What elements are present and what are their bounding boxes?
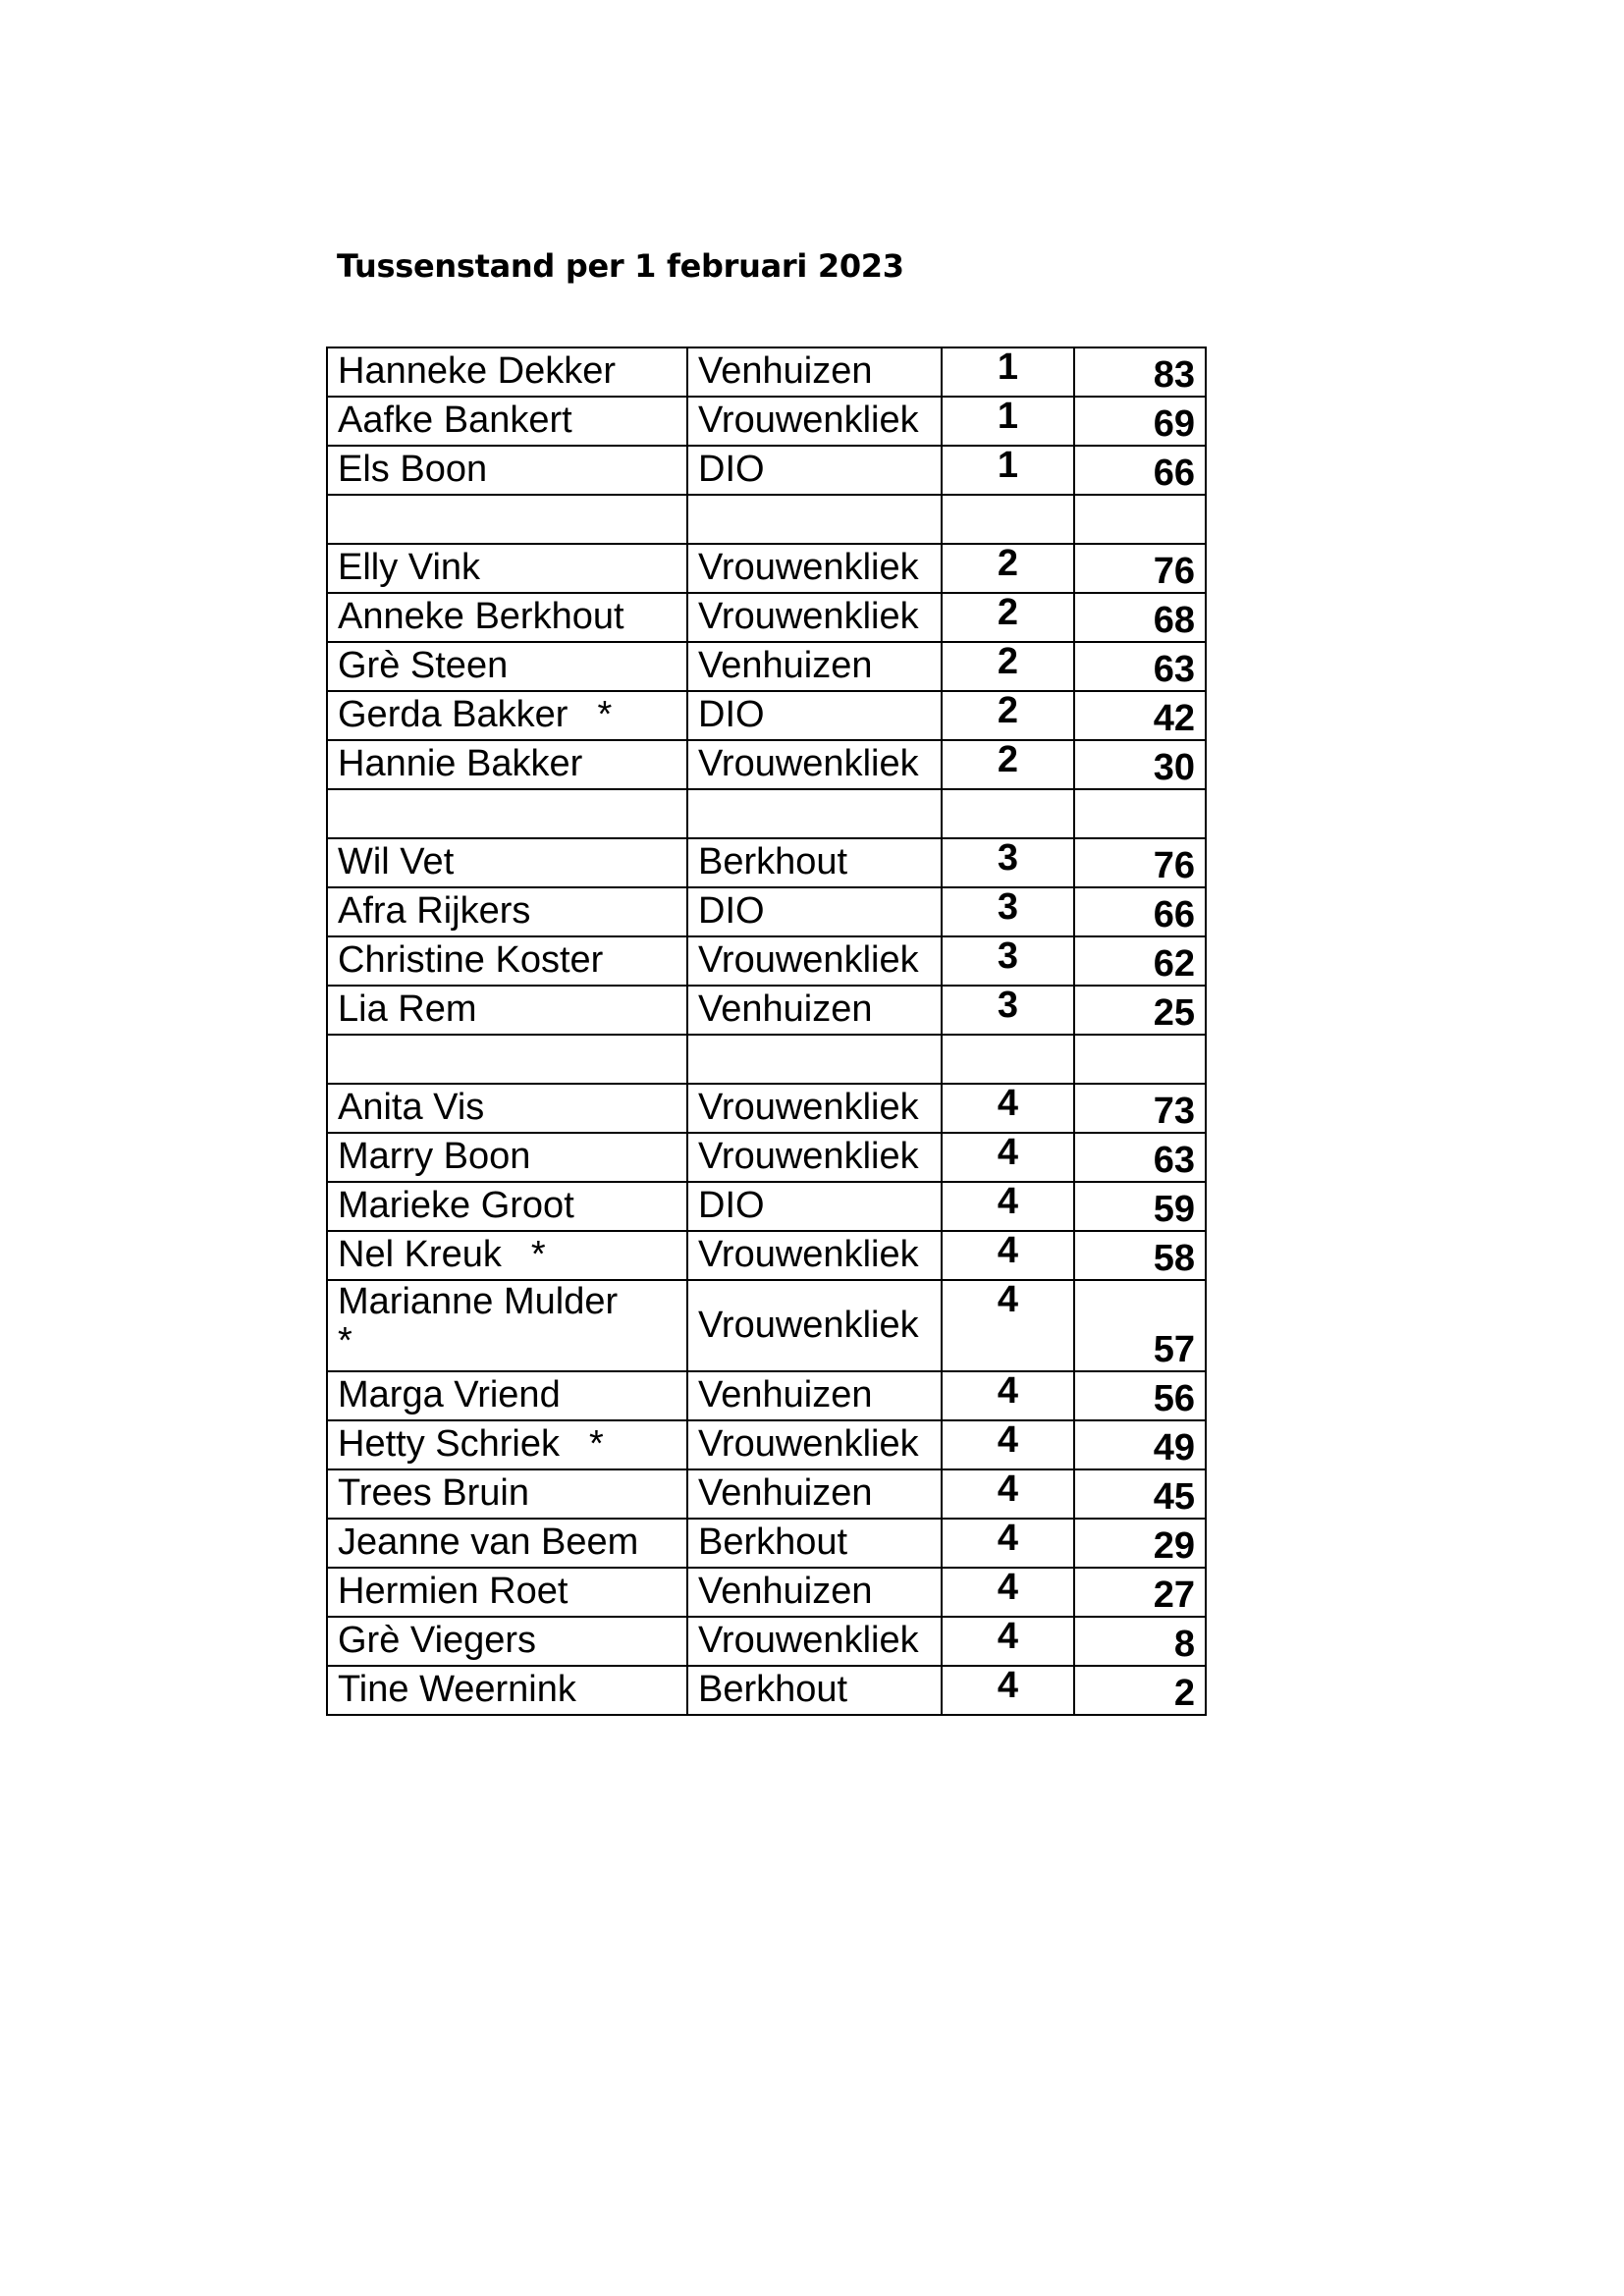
group-cell: 1 — [942, 347, 1074, 397]
player-name: Marieke Groot — [338, 1185, 574, 1227]
asterisk-mark — [536, 1620, 566, 1661]
player-name-cell — [327, 1035, 687, 1084]
club-cell: Berkhout — [687, 1519, 942, 1568]
asterisk-mark — [508, 645, 537, 686]
group-cell — [942, 1035, 1074, 1084]
group-cell: 2 — [942, 740, 1074, 789]
asterisk-mark — [530, 1136, 560, 1177]
page-title: Tussenstand per 1 februari 2023 — [337, 247, 904, 285]
club-cell: Vrouwenkliek — [687, 397, 942, 446]
points-cell: 56 — [1074, 1371, 1206, 1420]
group-cell: 4 — [942, 1231, 1074, 1280]
table-row — [327, 593, 1206, 642]
player-name-cell — [327, 397, 687, 446]
player-name: Jeanne van Beem — [338, 1522, 639, 1564]
table-row — [327, 1469, 1206, 1519]
group-cell: 2 — [942, 544, 1074, 593]
points-cell: 57 — [1074, 1280, 1206, 1371]
player-name: Hetty Schriek — [338, 1423, 560, 1466]
table-row — [327, 986, 1206, 1035]
player-name: Lia Rem — [338, 988, 477, 1031]
asterisk-mark: * — [530, 1234, 546, 1276]
player-name-cell — [327, 1519, 687, 1568]
asterisk-mark — [603, 939, 632, 981]
asterisk-mark — [561, 1374, 590, 1415]
club-cell: Venhuizen — [687, 642, 942, 691]
asterisk-mark — [338, 792, 367, 833]
points-cell — [1074, 495, 1206, 544]
club-cell: Vrouwenkliek — [687, 1420, 942, 1469]
group-cell: 4 — [942, 1280, 1074, 1371]
table-row — [327, 1420, 1206, 1469]
player-name-cell — [327, 740, 687, 789]
points-cell: 69 — [1074, 397, 1206, 446]
group-cell: 4 — [942, 1519, 1074, 1568]
player-name-cell — [327, 936, 687, 986]
player-name: Hermien Roet — [338, 1571, 568, 1613]
table-row — [327, 446, 1206, 495]
points-cell: 68 — [1074, 593, 1206, 642]
player-name-cell — [327, 1469, 687, 1519]
player-name: Grè Viegers — [338, 1620, 537, 1662]
table-row — [327, 1133, 1206, 1182]
player-name: Marry Boon — [338, 1136, 531, 1178]
group-cell: 4 — [942, 1420, 1074, 1469]
player-name-cell — [327, 1568, 687, 1617]
table-row — [327, 1280, 1206, 1371]
club-cell — [687, 789, 942, 838]
table-row — [327, 691, 1206, 740]
player-name-cell — [327, 446, 687, 495]
table-row — [327, 936, 1206, 986]
club-cell: Berkhout — [687, 1666, 942, 1715]
table-row — [327, 1519, 1206, 1568]
player-name: Tine Weernink — [338, 1669, 576, 1711]
club-cell: DIO — [687, 691, 942, 740]
club-cell: Vrouwenkliek — [687, 1231, 942, 1280]
player-name-cell — [327, 986, 687, 1035]
player-name: Elly Vink — [338, 547, 481, 589]
player-name: Anita Vis — [338, 1087, 485, 1129]
player-name: Nel Kreuk — [338, 1234, 502, 1276]
points-cell: 42 — [1074, 691, 1206, 740]
club-cell: DIO — [687, 887, 942, 936]
asterisk-mark — [529, 1472, 559, 1514]
club-cell: DIO — [687, 446, 942, 495]
table-row — [327, 642, 1206, 691]
player-name-cell — [327, 642, 687, 691]
group-cell: 3 — [942, 936, 1074, 986]
group-cell: 3 — [942, 838, 1074, 887]
player-name: Anneke Berkhout — [338, 596, 624, 638]
player-name-cell — [327, 347, 687, 397]
club-cell: Venhuizen — [687, 1568, 942, 1617]
player-name: Aafke Bankert — [338, 400, 572, 442]
standings-table — [326, 347, 1207, 1716]
club-cell: Vrouwenkliek — [687, 1133, 942, 1182]
asterisk-mark — [574, 1185, 604, 1226]
player-name: Afra Rijkers — [338, 890, 531, 933]
points-cell: 63 — [1074, 1133, 1206, 1182]
player-name: Wil Vet — [338, 841, 455, 883]
asterisk-mark — [484, 1087, 514, 1128]
table-row — [327, 1568, 1206, 1617]
player-name: Els Boon — [338, 449, 488, 491]
player-name-cell — [327, 495, 687, 544]
club-cell: Venhuizen — [687, 986, 942, 1035]
player-name-cell — [327, 593, 687, 642]
asterisk-mark — [530, 890, 560, 932]
asterisk-mark — [338, 498, 367, 539]
player-name: Christine Koster — [338, 939, 604, 982]
points-cell: 45 — [1074, 1469, 1206, 1519]
group-cell: 4 — [942, 1133, 1074, 1182]
player-name-cell — [327, 1084, 687, 1133]
player-name-cell — [327, 1182, 687, 1231]
asterisk-mark: * — [588, 1423, 604, 1466]
club-cell — [687, 1035, 942, 1084]
group-cell — [942, 789, 1074, 838]
player-name: Gerda Bakker — [338, 694, 568, 736]
group-cell — [942, 495, 1074, 544]
table-row — [327, 397, 1206, 446]
points-cell: 66 — [1074, 887, 1206, 936]
group-cell: 1 — [942, 397, 1074, 446]
points-cell: 2 — [1074, 1666, 1206, 1715]
group-cell: 4 — [942, 1469, 1074, 1519]
player-name-cell — [327, 544, 687, 593]
table-row — [327, 1084, 1206, 1133]
points-cell: 63 — [1074, 642, 1206, 691]
club-cell: Vrouwenkliek — [687, 544, 942, 593]
group-cell: 4 — [942, 1568, 1074, 1617]
group-cell: 3 — [942, 986, 1074, 1035]
group-cell: 2 — [942, 691, 1074, 740]
points-cell: 58 — [1074, 1231, 1206, 1280]
table-row — [327, 1231, 1206, 1280]
table-row-spacer — [327, 495, 1206, 544]
group-cell: 4 — [942, 1371, 1074, 1420]
player-name-cell — [327, 1666, 687, 1715]
player-name: Trees Bruin — [338, 1472, 529, 1515]
player-name: Marianne Mulder — [338, 1281, 619, 1322]
points-cell: 30 — [1074, 740, 1206, 789]
group-cell: 4 — [942, 1084, 1074, 1133]
points-cell — [1074, 1035, 1206, 1084]
points-cell: 73 — [1074, 1084, 1206, 1133]
player-name-cell — [327, 838, 687, 887]
points-cell: 27 — [1074, 1568, 1206, 1617]
player-name-cell — [327, 1280, 687, 1371]
asterisk-mark: * — [597, 694, 613, 736]
points-cell — [1074, 789, 1206, 838]
table-row — [327, 1617, 1206, 1666]
club-cell: Berkhout — [687, 838, 942, 887]
asterisk-mark — [477, 988, 507, 1030]
club-cell: Venhuizen — [687, 1469, 942, 1519]
standings-body — [327, 347, 1206, 1715]
asterisk-mark — [576, 1669, 606, 1710]
group-cell: 2 — [942, 642, 1074, 691]
group-cell: 3 — [942, 887, 1074, 936]
group-cell: 4 — [942, 1617, 1074, 1666]
club-cell: DIO — [687, 1182, 942, 1231]
club-cell: Venhuizen — [687, 1371, 942, 1420]
club-cell: Vrouwenkliek — [687, 593, 942, 642]
group-cell: 4 — [942, 1666, 1074, 1715]
group-cell: 2 — [942, 593, 1074, 642]
asterisk-mark — [480, 547, 510, 588]
player-name-cell — [327, 1231, 687, 1280]
player-name-cell — [327, 1133, 687, 1182]
asterisk-mark — [454, 841, 483, 882]
asterisk-mark — [616, 350, 645, 392]
player-name-cell — [327, 789, 687, 838]
table-row — [327, 347, 1206, 397]
table-row — [327, 740, 1206, 789]
table-row — [327, 1371, 1206, 1420]
player-name-cell — [327, 887, 687, 936]
asterisk-mark — [338, 1038, 367, 1079]
asterisk-mark — [568, 1571, 597, 1612]
points-cell: 76 — [1074, 544, 1206, 593]
table-row-spacer — [327, 789, 1206, 838]
club-cell: Vrouwenkliek — [687, 1084, 942, 1133]
asterisk-mark — [572, 400, 602, 441]
group-cell: 1 — [942, 446, 1074, 495]
club-cell: Vrouwenkliek — [687, 1617, 942, 1666]
points-cell: 8 — [1074, 1617, 1206, 1666]
asterisk-mark — [487, 449, 516, 490]
points-cell: 29 — [1074, 1519, 1206, 1568]
table-row — [327, 1666, 1206, 1715]
points-cell: 76 — [1074, 838, 1206, 887]
club-cell: Vrouwenkliek — [687, 936, 942, 986]
table-row — [327, 1182, 1206, 1231]
player-name-cell — [327, 1371, 687, 1420]
points-cell: 83 — [1074, 347, 1206, 397]
points-cell: 25 — [1074, 986, 1206, 1035]
group-cell: 4 — [942, 1182, 1074, 1231]
player-name: Grè Steen — [338, 645, 509, 687]
player-name-cell — [327, 691, 687, 740]
player-name: Hanneke Dekker — [338, 350, 617, 393]
table-row — [327, 838, 1206, 887]
club-cell: Venhuizen — [687, 347, 942, 397]
asterisk-mark: * — [338, 1319, 352, 1362]
points-cell: 49 — [1074, 1420, 1206, 1469]
asterisk-mark — [638, 1522, 668, 1563]
player-name: Hannie Bakker — [338, 743, 583, 785]
club-cell — [687, 495, 942, 544]
table-row — [327, 887, 1206, 936]
player-name: Marga Vriend — [338, 1374, 561, 1416]
points-cell: 59 — [1074, 1182, 1206, 1231]
player-name-cell — [327, 1617, 687, 1666]
player-name-cell — [327, 1420, 687, 1469]
club-cell: Vrouwenkliek — [687, 740, 942, 789]
table-row-spacer — [327, 1035, 1206, 1084]
asterisk-mark — [582, 743, 612, 784]
club-cell: Vrouwenkliek — [687, 1280, 942, 1371]
asterisk-mark — [624, 596, 654, 637]
table-row — [327, 544, 1206, 593]
points-cell: 66 — [1074, 446, 1206, 495]
points-cell: 62 — [1074, 936, 1206, 986]
